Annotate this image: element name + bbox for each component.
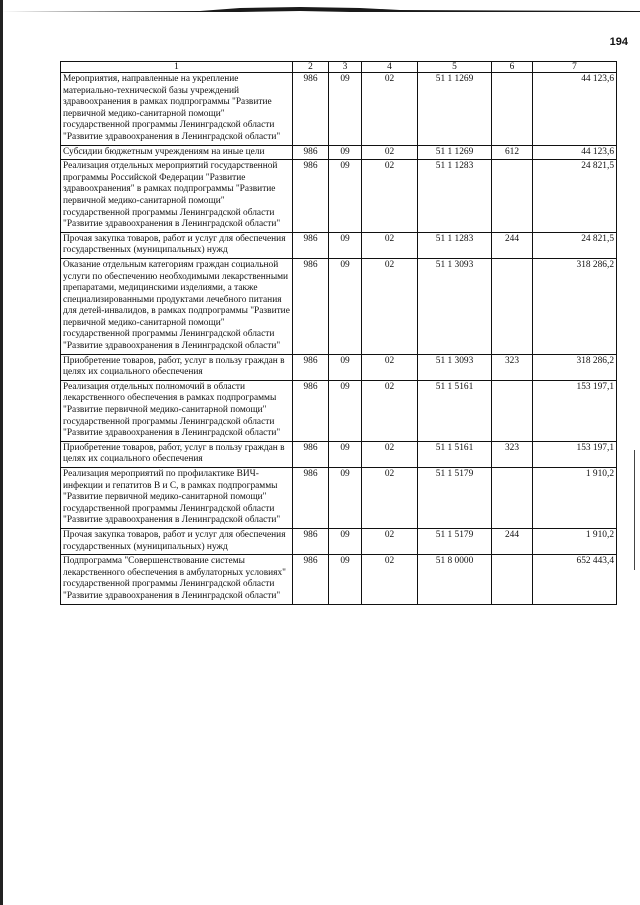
cell-amount: 153 197,1: [533, 380, 617, 441]
cell-expense-type: [492, 468, 533, 529]
cell-ministry: 986: [293, 380, 329, 441]
cell-section: 09: [329, 354, 362, 380]
cell-section: 09: [329, 232, 362, 258]
cell-ministry: 986: [293, 528, 329, 554]
cell-name: Приобретение товаров, работ, услуг в пользу граждан в целях их социального обеспечения: [61, 441, 293, 467]
cell-subsection: 02: [362, 232, 418, 258]
cell-ministry: 986: [293, 232, 329, 258]
cell-name: Прочая закупка товаров, работ и услуг для обеспечения государственных (муниципальных) нужд: [61, 232, 293, 258]
cell-name: Мероприятия, направленные на укрепление материально-технической базы учреждений здравоохранения в рамках подпрограммы "Развитие первичной медико-санитарной помощи" государственной программы Ленинградской области "Развитие здравоохранения в Ленинградской области": [61, 73, 293, 146]
column-header: 3: [329, 62, 362, 73]
cell-amount: 652 443,4: [533, 555, 617, 604]
cell-target-article: 51 8 0000: [418, 555, 492, 604]
cell-expense-type: [492, 160, 533, 233]
cell-target-article: 51 1 1269: [418, 145, 492, 160]
cell-name: Реализация отдельных полномочий в области лекарственного обеспечения в рамках подпрограммы "Развитие первичной медико-санитарной помощи" государственной программы Ленинградской области "Развитие здравоохранения в Ленинградской области": [61, 380, 293, 441]
cell-ministry: 986: [293, 555, 329, 604]
cell-amount: 1 910,2: [533, 468, 617, 529]
cell-amount: 1 910,2: [533, 528, 617, 554]
cell-name: Субсидии бюджетным учреждениям на иные цели: [61, 145, 293, 160]
column-header: 5: [418, 62, 492, 73]
cell-section: 09: [329, 145, 362, 160]
table-row: [61, 145, 617, 160]
cell-expense-type: 323: [492, 441, 533, 467]
cell-subsection: 02: [362, 73, 418, 146]
table-row: [61, 555, 617, 604]
column-header: 7: [533, 62, 617, 73]
cell-ministry: 986: [293, 160, 329, 233]
budget-table: [60, 61, 617, 605]
cell-target-article: 51 1 3093: [418, 354, 492, 380]
cell-section: 09: [329, 528, 362, 554]
table-row: [61, 441, 617, 467]
cell-subsection: 02: [362, 555, 418, 604]
cell-target-article: 51 1 5161: [418, 380, 492, 441]
cell-amount: 318 286,2: [533, 258, 617, 354]
cell-subsection: 02: [362, 258, 418, 354]
cell-name: Прочая закупка товаров, работ и услуг для обеспечения государственных (муниципальных) нужд: [61, 528, 293, 554]
table-row: [61, 160, 617, 233]
cell-section: 09: [329, 468, 362, 529]
column-header: 1: [61, 62, 293, 73]
scan-edge-right: [634, 450, 635, 570]
column-header: 4: [362, 62, 418, 73]
cell-amount: 153 197,1: [533, 441, 617, 467]
cell-section: 09: [329, 73, 362, 146]
cell-ministry: 986: [293, 354, 329, 380]
cell-expense-type: [492, 555, 533, 604]
column-header: 2: [293, 62, 329, 73]
table-row: [61, 354, 617, 380]
cell-subsection: 02: [362, 468, 418, 529]
cell-expense-type: [492, 380, 533, 441]
table-row: [61, 380, 617, 441]
cell-subsection: 02: [362, 145, 418, 160]
cell-target-article: 51 1 5179: [418, 468, 492, 529]
cell-expense-type: [492, 73, 533, 146]
table-row: [61, 258, 617, 354]
column-header: 6: [492, 62, 533, 73]
cell-target-article: 51 1 3093: [418, 258, 492, 354]
cell-name: Реализация мероприятий по профилактике ВИЧ-инфекции и гепатитов В и С, в рамках подпрограммы "Развитие первичной медико-санитарной помощи" государственной программы Ленинградской области "Развитие здравоохранения в Ленинградской области": [61, 468, 293, 529]
cell-subsection: 02: [362, 528, 418, 554]
cell-section: 09: [329, 258, 362, 354]
cell-name: Реализация отдельных мероприятий государственной программы Российской Федерации "Развитие здравоохранения" в рамках подпрограммы "Развитие первичной медико-санитарной помощи" государственной программы Ленинградской области "Развитие здравоохранения в Ленинградской области": [61, 160, 293, 233]
cell-amount: 24 821,5: [533, 232, 617, 258]
table-row: [61, 232, 617, 258]
cell-amount: 44 123,6: [533, 145, 617, 160]
cell-amount: 44 123,6: [533, 73, 617, 146]
cell-expense-type: 612: [492, 145, 533, 160]
cell-amount: 318 286,2: [533, 354, 617, 380]
table-row: [61, 73, 617, 146]
table-row: [61, 468, 617, 529]
table-row: [61, 528, 617, 554]
cell-expense-type: 323: [492, 354, 533, 380]
scan-edge-left: [0, 0, 3, 905]
cell-ministry: 986: [293, 73, 329, 146]
cell-name: Оказание отдельным категориям граждан социальной услуги по обеспечению необходимыми лекарственными препаратами, медицинскими изделиями, а также специализированными продуктами лечебного питания для детей-инвалидов, в рамках подпрограммы "Развитие первичной медико-санитарной помощи" государственной программы Ленинградской области "Развитие здравоохранения в Ленинградской области": [61, 258, 293, 354]
cell-target-article: 51 1 5161: [418, 441, 492, 467]
cell-target-article: 51 1 1269: [418, 73, 492, 146]
cell-name: Подпрограмма "Совершенствование системы лекарственного обеспечения в амбулаторных условиях" государственной программы Ленинградской области "Развитие здравоохранения в Ленинградской области": [61, 555, 293, 604]
cell-subsection: 02: [362, 441, 418, 467]
cell-section: 09: [329, 555, 362, 604]
cell-expense-type: 244: [492, 528, 533, 554]
cell-target-article: 51 1 5179: [418, 528, 492, 554]
header-row: [61, 62, 617, 73]
cell-ministry: 986: [293, 468, 329, 529]
cell-ministry: 986: [293, 258, 329, 354]
cell-subsection: 02: [362, 160, 418, 233]
cell-amount: 24 821,5: [533, 160, 617, 233]
cell-subsection: 02: [362, 380, 418, 441]
cell-expense-type: 244: [492, 232, 533, 258]
cell-subsection: 02: [362, 354, 418, 380]
cell-name: Приобретение товаров, работ, услуг в пользу граждан в целях их социального обеспечения: [61, 354, 293, 380]
cell-section: 09: [329, 380, 362, 441]
cell-section: 09: [329, 441, 362, 467]
cell-target-article: 51 1 1283: [418, 160, 492, 233]
cell-target-article: 51 1 1283: [418, 232, 492, 258]
scan-edge-top: [0, 2, 640, 12]
cell-ministry: 986: [293, 145, 329, 160]
cell-section: 09: [329, 160, 362, 233]
cell-ministry: 986: [293, 441, 329, 467]
cell-expense-type: [492, 258, 533, 354]
page-number: 194: [609, 36, 628, 48]
